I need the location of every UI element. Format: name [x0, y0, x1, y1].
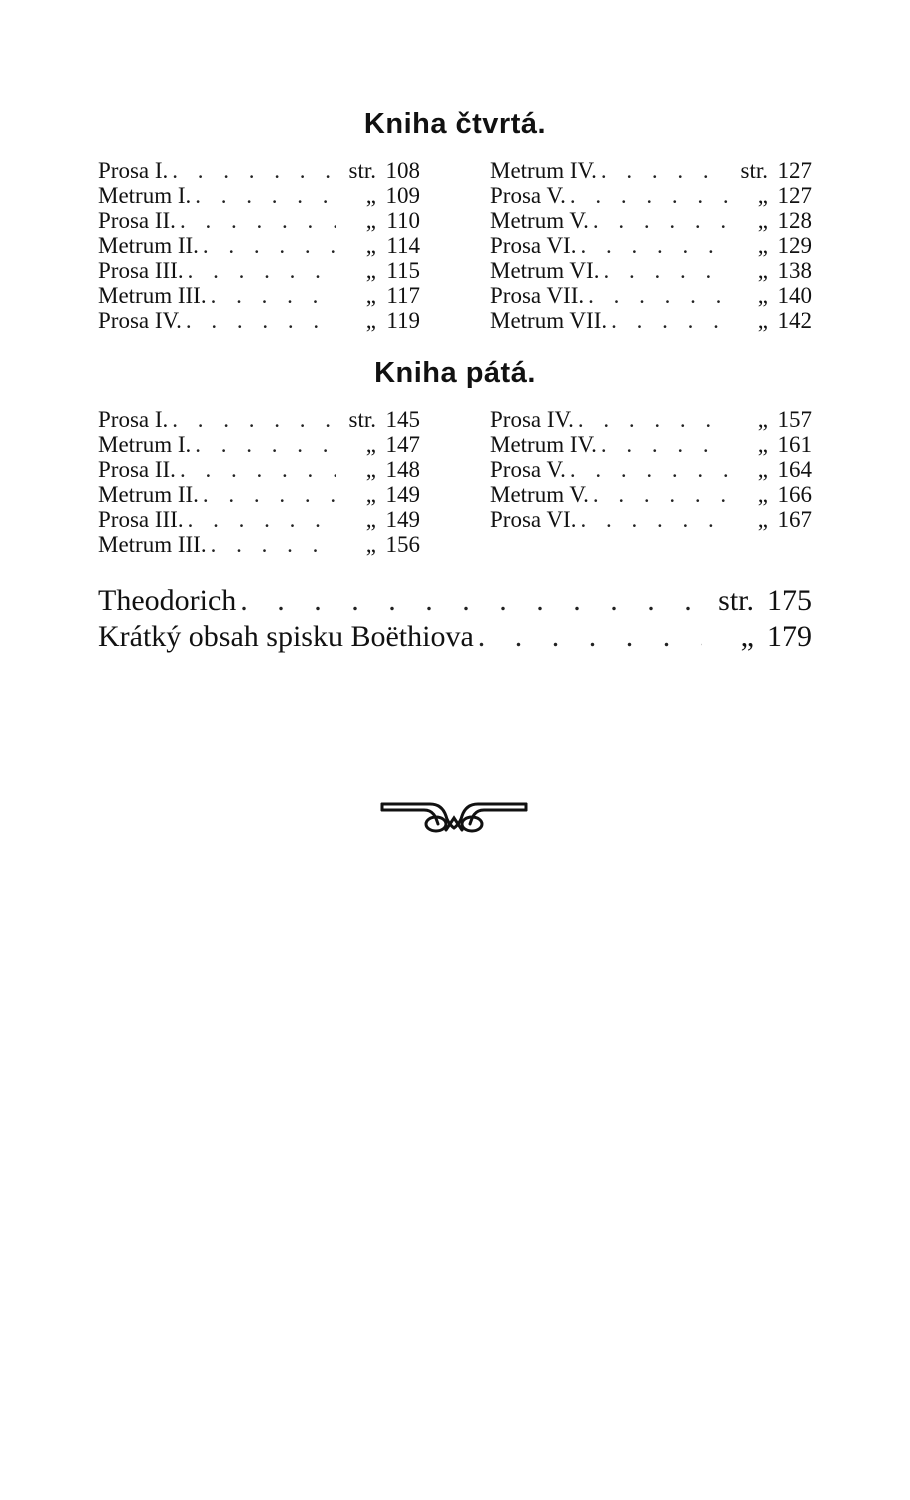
leader-dots [203, 233, 336, 258]
page-prefix: „ [365, 283, 376, 308]
page-prefix: „ [740, 620, 754, 653]
page-prefix: „ [757, 507, 768, 532]
entry-title: Metrum VI. [490, 258, 600, 283]
entry-title: Metrum III. [98, 532, 207, 557]
page-number: 156 [385, 532, 420, 557]
entry-title: Krátký obsah spisku Boëthiova [98, 620, 474, 653]
entry-title: Metrum IV. [490, 432, 597, 457]
page-number: 140 [777, 283, 812, 308]
leader-dots [203, 482, 336, 507]
page-prefix: „ [757, 208, 768, 233]
leader-dots [188, 258, 336, 283]
page-prefix: „ [757, 482, 768, 507]
book5-entry [490, 457, 812, 482]
page-prefix: „ [365, 208, 376, 233]
page-number: 142 [777, 308, 812, 333]
page-prefix: „ [757, 432, 768, 457]
entry-title: Metrum IV. [490, 158, 597, 183]
book4-entry [98, 283, 420, 308]
book5-entry [98, 482, 420, 507]
page-number: 164 [777, 457, 812, 482]
book5-heading: Kniha pátá. [374, 357, 536, 389]
book4-entry [490, 283, 812, 308]
leader-dots [611, 308, 728, 333]
book4-entry [98, 183, 420, 208]
page-number: 167 [777, 507, 812, 532]
book4-entry [490, 233, 812, 258]
page-prefix: „ [365, 432, 376, 457]
page-prefix: „ [365, 532, 376, 557]
page-number: 117 [386, 283, 420, 308]
page-prefix: str. [718, 584, 754, 617]
page-prefix: „ [365, 258, 376, 283]
page-number: 161 [777, 432, 812, 457]
book5-left-list [98, 407, 420, 557]
book4-entry [490, 158, 812, 183]
entry-title: Prosa VII. [490, 283, 585, 308]
leader-dots [580, 507, 728, 532]
book4-entry [98, 233, 420, 258]
entry-title: Prosa II. [98, 457, 176, 482]
entry-title: Metrum III. [98, 283, 207, 308]
page-prefix: „ [365, 183, 376, 208]
page-number: 109 [385, 183, 420, 208]
page-number: 148 [385, 457, 420, 482]
entry-title: Metrum I. [98, 432, 192, 457]
leader-dots [188, 507, 336, 532]
leader-dots [478, 619, 702, 655]
book4-entry [490, 208, 812, 233]
leader-dots [603, 258, 728, 283]
leader-dots [570, 183, 728, 208]
book5-entry [98, 407, 420, 432]
book4-heading: Kniha čtvrtá. [363, 108, 547, 140]
page-number: 127 [777, 158, 812, 183]
page-prefix: „ [757, 283, 768, 308]
book5-entry [490, 482, 812, 507]
page-number: 114 [386, 233, 420, 258]
book4-entry [490, 183, 812, 208]
page-prefix: „ [365, 233, 376, 258]
page-number: 108 [385, 158, 420, 183]
page-number: 179 [767, 620, 812, 653]
book5-entry [490, 432, 812, 457]
scroll-ornament-icon [378, 796, 530, 836]
page-prefix: „ [757, 183, 768, 208]
book4-entry [98, 158, 420, 183]
page-prefix: „ [757, 457, 768, 482]
page-prefix: „ [757, 258, 768, 283]
book4-right-list [490, 158, 812, 333]
leader-dots [195, 183, 336, 208]
book4-entry [98, 308, 420, 333]
leader-dots [601, 158, 728, 183]
page-number: 119 [386, 308, 420, 333]
page-number: 128 [777, 208, 812, 233]
page-number: 147 [385, 432, 420, 457]
book5-entry [98, 532, 420, 557]
book4-entry [490, 258, 812, 283]
leader-dots [211, 532, 336, 557]
page-prefix: „ [757, 407, 768, 432]
appendix-list [98, 583, 812, 655]
entry-title: Metrum V. [490, 482, 589, 507]
page-prefix: str. [348, 407, 376, 432]
page-number: 166 [777, 482, 812, 507]
entry-title: Metrum II. [98, 482, 199, 507]
book5-right-list [490, 407, 812, 532]
page-prefix: „ [365, 457, 376, 482]
entry-title: Metrum II. [98, 233, 199, 258]
leader-dots [211, 283, 336, 308]
book4-entry [98, 208, 420, 233]
page-prefix: „ [365, 507, 376, 532]
leader-dots [186, 308, 336, 333]
book4-entry [490, 308, 812, 333]
page-prefix: str. [740, 158, 768, 183]
entry-title: Prosa V. [490, 457, 566, 482]
entry-title: Prosa IV. [490, 407, 574, 432]
page-prefix: „ [757, 233, 768, 258]
page-prefix: str. [348, 158, 376, 183]
leader-dots [593, 482, 728, 507]
entry-title: Prosa VI. [490, 233, 577, 258]
page-number: 129 [777, 233, 812, 258]
entry-title: Prosa II. [98, 208, 176, 233]
entry-title: Metrum I. [98, 183, 192, 208]
entry-title: Prosa V. [490, 183, 566, 208]
page-number: 127 [777, 183, 812, 208]
page-number: 175 [767, 584, 812, 617]
leader-dots [588, 283, 728, 308]
entry-title: Prosa VI. [490, 507, 577, 532]
page-number: 145 [385, 407, 420, 432]
leader-dots [601, 432, 728, 457]
page-number: 110 [386, 208, 420, 233]
entry-title: Prosa IV. [98, 308, 182, 333]
page-prefix: „ [757, 308, 768, 333]
page-prefix: „ [365, 308, 376, 333]
leader-dots [240, 583, 702, 619]
book4-left-list [98, 158, 420, 333]
book4-entry [98, 258, 420, 283]
leader-dots [593, 208, 728, 233]
leader-dots [578, 407, 728, 432]
entry-title: Theodorich [98, 584, 237, 617]
book5-entry [98, 457, 420, 482]
page-number: 149 [385, 507, 420, 532]
entry-title: Prosa I. [98, 158, 169, 183]
book5-entry [490, 507, 812, 532]
leader-dots [172, 407, 336, 432]
page-number: 157 [777, 407, 812, 432]
leader-dots [180, 208, 336, 233]
entry-title: Metrum VII. [490, 308, 608, 333]
book5-entry [98, 432, 420, 457]
page-number: 115 [386, 258, 420, 283]
book5-entry [98, 507, 420, 532]
appendix-entry [98, 619, 812, 655]
page-prefix: „ [365, 482, 376, 507]
page-number: 138 [777, 258, 812, 283]
entry-title: Metrum V. [490, 208, 589, 233]
leader-dots [172, 158, 336, 183]
appendix-entry [98, 583, 812, 619]
entry-title: Prosa III. [98, 258, 184, 283]
leader-dots [580, 233, 728, 258]
leader-dots [195, 432, 336, 457]
leader-dots [180, 457, 336, 482]
entry-title: Prosa III. [98, 507, 184, 532]
page-number: 149 [385, 482, 420, 507]
book5-entry [490, 407, 812, 432]
leader-dots [570, 457, 728, 482]
entry-title: Prosa I. [98, 407, 169, 432]
